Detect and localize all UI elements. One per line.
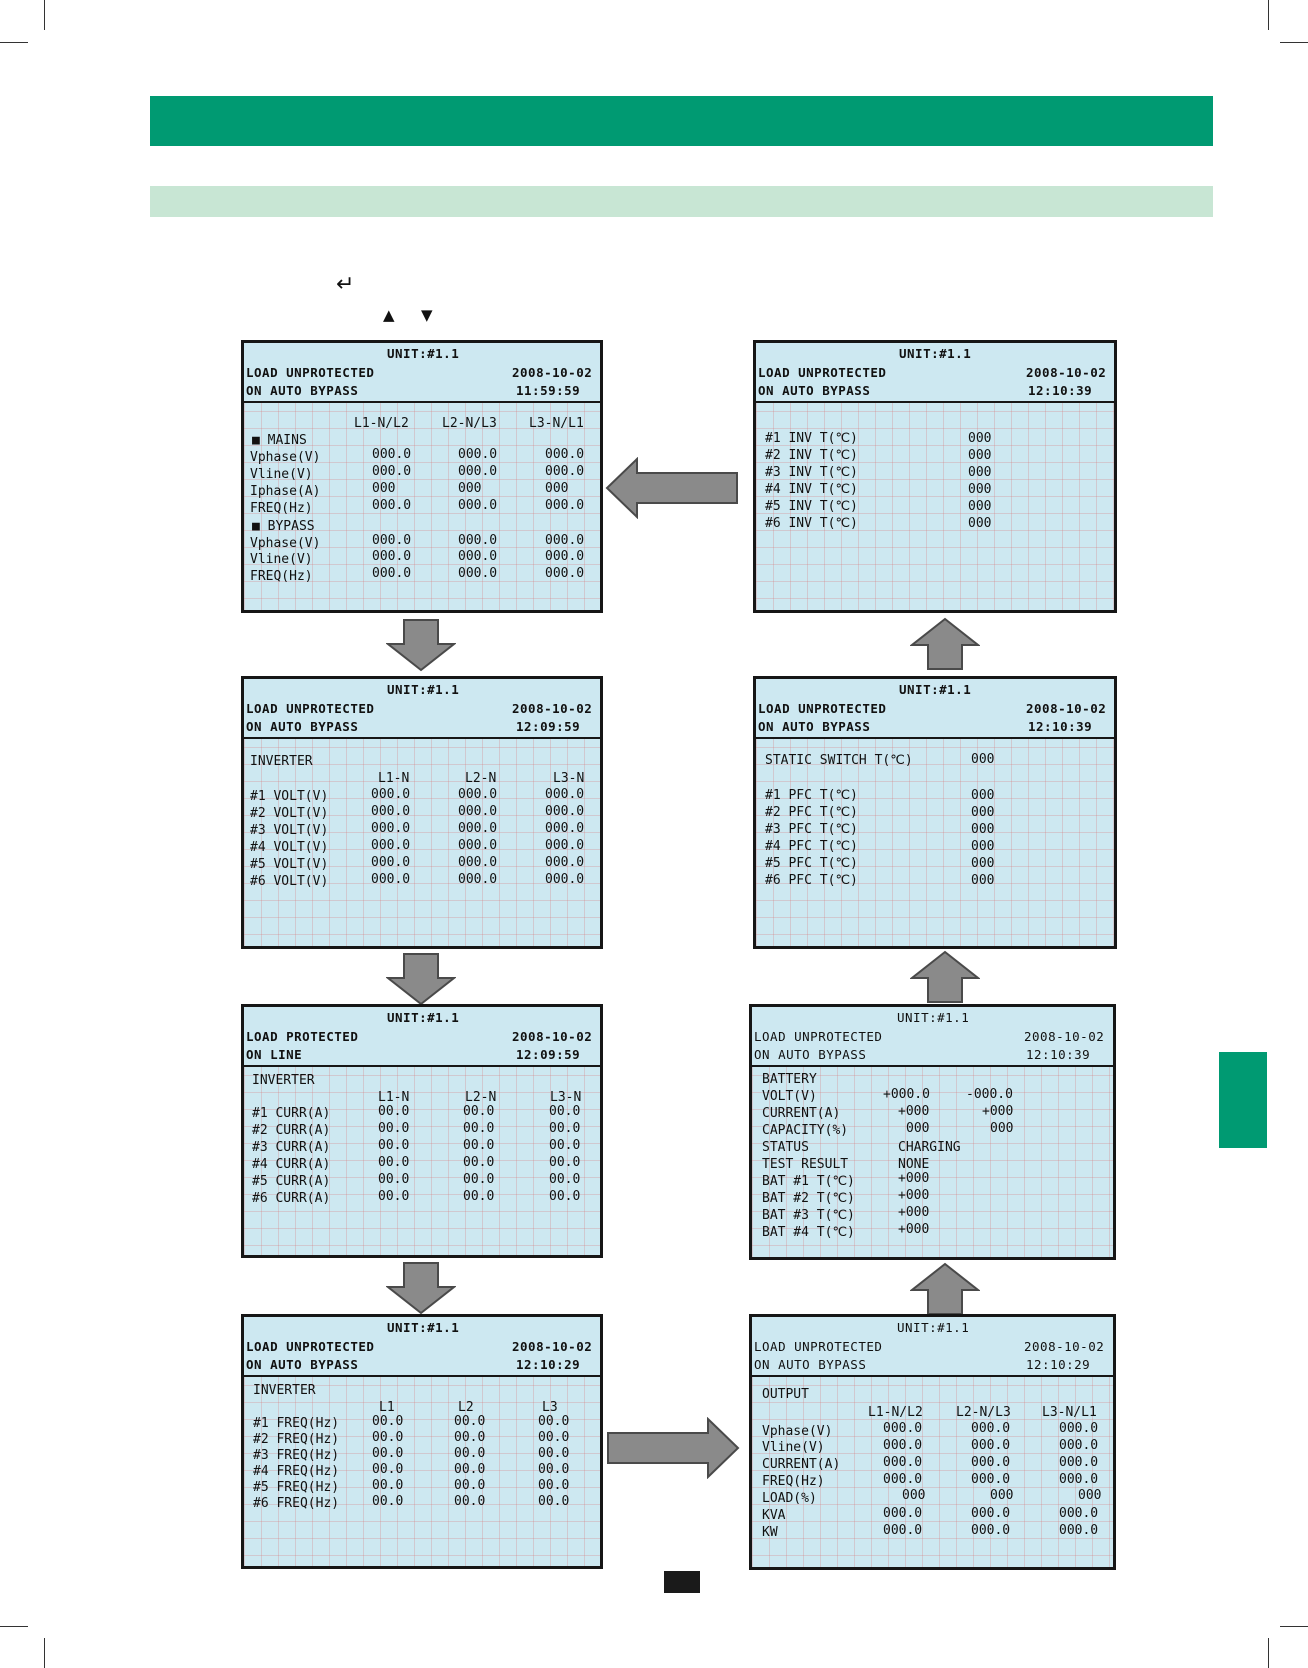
row-label: #4 VOLT(V) xyxy=(250,840,329,855)
value: 00.0 xyxy=(538,1430,570,1445)
value: 000.0 xyxy=(372,549,412,564)
time: 11:59:59 xyxy=(516,383,581,398)
crop-mark xyxy=(1280,1626,1308,1627)
unit-id: UNIT:#1.1 xyxy=(387,1010,460,1025)
column-header: L3-N xyxy=(550,1090,582,1105)
operating-mode: ON AUTO BYPASS xyxy=(758,719,871,734)
date: 2008-10-02 xyxy=(1024,1029,1105,1044)
value: 000.0 xyxy=(458,549,498,564)
row-label: BAT #1 T(℃) xyxy=(762,1174,855,1189)
row-label: BAT #2 T(℃) xyxy=(762,1191,855,1206)
lcd-screen-output xyxy=(749,1314,1116,1570)
row-label: CAPACITY(%) xyxy=(762,1123,849,1138)
arrow-up-icon xyxy=(910,617,980,671)
lcd-screen-inverter-current xyxy=(241,1004,603,1258)
value: 000.0 xyxy=(545,804,585,819)
row-label: STATUS xyxy=(762,1140,809,1155)
value: 00.0 xyxy=(549,1155,581,1170)
date: 2008-10-02 xyxy=(512,1339,593,1354)
value: NONE xyxy=(898,1157,930,1172)
value: +000 xyxy=(898,1171,930,1186)
arrow-right-icon xyxy=(605,1417,740,1479)
value: 00.0 xyxy=(538,1462,570,1477)
value: 000 xyxy=(968,516,992,531)
lcd-screen-inverter-volt xyxy=(241,676,603,949)
value: 000.0 xyxy=(1059,1421,1099,1436)
row-label: #1 VOLT(V) xyxy=(250,789,329,804)
row-label: #3 PFC T(℃) xyxy=(765,822,858,837)
row-label: KW xyxy=(762,1525,778,1540)
value: 000 xyxy=(902,1488,926,1503)
column-header: L1-N xyxy=(378,771,410,786)
value: 00.0 xyxy=(463,1138,495,1153)
value: 00.0 xyxy=(372,1414,404,1429)
time: 12:10:39 xyxy=(1026,1047,1091,1062)
value: 00.0 xyxy=(454,1446,486,1461)
lcd-screen-inverter-temp xyxy=(753,340,1117,613)
value: 000.0 xyxy=(458,498,498,513)
row-label: Vline(V) xyxy=(250,552,313,567)
value: 00.0 xyxy=(463,1121,495,1136)
row-label: FREQ(Hz) xyxy=(762,1474,825,1489)
row-label: #1 FREQ(Hz) xyxy=(253,1416,340,1431)
lcd-screen-pfc-temp xyxy=(753,676,1117,949)
row-label: #6 FREQ(Hz) xyxy=(253,1496,340,1511)
value: 000 xyxy=(971,788,995,803)
subsection-header-bar xyxy=(150,186,1213,217)
value: +000 xyxy=(898,1205,930,1220)
screen-title: INVERTER xyxy=(252,1073,315,1088)
column-header: L2 xyxy=(458,1400,474,1415)
column-header: L2-N/L3 xyxy=(442,416,497,431)
value: 00.0 xyxy=(378,1172,410,1187)
value: 00.0 xyxy=(538,1446,570,1461)
value: 00.0 xyxy=(454,1414,486,1429)
value: 000.0 xyxy=(458,464,498,479)
operating-mode: ON AUTO BYPASS xyxy=(754,1047,867,1062)
operating-mode: ON AUTO BYPASS xyxy=(754,1357,867,1372)
row-label: #1 INV T(℃) xyxy=(765,431,858,446)
value: 000.0 xyxy=(371,872,411,887)
row-label: #1 PFC T(℃) xyxy=(765,788,858,803)
operating-mode: ON AUTO BYPASS xyxy=(246,719,359,734)
crop-mark xyxy=(44,0,45,30)
value: 000.0 xyxy=(545,872,585,887)
row-label: TEST RESULT xyxy=(762,1157,849,1172)
row-label: VOLT(V) xyxy=(762,1089,817,1104)
bypass-section-label: ■ BYPASS xyxy=(252,519,315,534)
row-label: #4 FREQ(Hz) xyxy=(253,1464,340,1479)
value: 000 xyxy=(990,1488,1014,1503)
value: 00.0 xyxy=(538,1478,570,1493)
value: 000.0 xyxy=(458,821,498,836)
row-label: #4 PFC T(℃) xyxy=(765,839,858,854)
value: 000 xyxy=(968,499,992,514)
column-header: L1 xyxy=(379,1400,395,1415)
value: 000.0 xyxy=(545,821,585,836)
column-header: L3-N/L1 xyxy=(1042,1405,1097,1420)
value: 00.0 xyxy=(378,1121,410,1136)
load-status: LOAD UNPROTECTED xyxy=(758,365,887,380)
value: 000.0 xyxy=(371,838,411,853)
value: 000.0 xyxy=(545,498,585,513)
row-label: #2 PFC T(℃) xyxy=(765,805,858,820)
enter-key-icon: ↵ xyxy=(336,272,355,297)
section-header-bar xyxy=(150,96,1213,146)
value: 000.0 xyxy=(545,549,585,564)
value: 000.0 xyxy=(371,804,411,819)
value: 000.0 xyxy=(458,533,498,548)
value: 000.0 xyxy=(883,1523,923,1538)
value: 000 xyxy=(906,1121,930,1136)
value: 000 xyxy=(968,482,992,497)
column-header: L1-N xyxy=(378,1090,410,1105)
row-label: FREQ(Hz) xyxy=(250,501,313,516)
value: 000.0 xyxy=(458,787,498,802)
unit-id: UNIT:#1.1 xyxy=(899,682,972,697)
value: 000.0 xyxy=(545,464,585,479)
screen-title: BATTERY xyxy=(762,1072,817,1087)
value: 000.0 xyxy=(971,1472,1011,1487)
down-arrow-icon: ▼ xyxy=(421,306,433,324)
row-label: #1 CURR(A) xyxy=(252,1106,331,1121)
row-label: KVA xyxy=(762,1508,786,1523)
value: 000.0 xyxy=(372,533,412,548)
value: 000.0 xyxy=(372,464,412,479)
operating-mode: ON LINE xyxy=(246,1047,303,1062)
crop-mark xyxy=(1268,1638,1269,1668)
arrow-down-icon xyxy=(386,952,456,1006)
column-header: L3-N/L1 xyxy=(529,416,584,431)
value: 000.0 xyxy=(1059,1506,1099,1521)
load-status: LOAD PROTECTED xyxy=(246,1029,359,1044)
row-label: FREQ(Hz) xyxy=(250,569,313,584)
load-status: LOAD UNPROTECTED xyxy=(246,701,375,716)
lcd-screen-mains xyxy=(241,340,603,613)
value: 00.0 xyxy=(372,1446,404,1461)
load-status: LOAD UNPROTECTED xyxy=(754,1339,883,1354)
value: 000.0 xyxy=(971,1506,1011,1521)
mains-section-label: ■ MAINS xyxy=(252,433,307,448)
unit-id: UNIT:#1.1 xyxy=(899,346,972,361)
value: 000.0 xyxy=(545,855,585,870)
value: 000.0 xyxy=(971,1438,1011,1453)
row-label: BAT #4 T(℃) xyxy=(762,1225,855,1240)
unit-id: UNIT:#1.1 xyxy=(387,682,460,697)
value: 000.0 xyxy=(372,447,412,462)
date: 2008-10-02 xyxy=(512,365,593,380)
date: 2008-10-02 xyxy=(1026,365,1107,380)
row-label: #2 FREQ(Hz) xyxy=(253,1432,340,1447)
value: 000.0 xyxy=(883,1472,923,1487)
operating-mode: ON AUTO BYPASS xyxy=(246,383,359,398)
unit-id: UNIT:#1.1 xyxy=(387,1320,460,1335)
value: 000 xyxy=(990,1121,1014,1136)
unit-id: UNIT:#1.1 xyxy=(387,346,460,361)
row-label: #3 INV T(℃) xyxy=(765,465,858,480)
value: 000.0 xyxy=(371,787,411,802)
value: 000.0 xyxy=(372,566,412,581)
screen-title: INVERTER xyxy=(250,754,313,769)
page-number-block xyxy=(664,1571,700,1593)
row-label: #3 VOLT(V) xyxy=(250,823,329,838)
value: 00.0 xyxy=(463,1172,495,1187)
value: 000.0 xyxy=(458,566,498,581)
value: 00.0 xyxy=(378,1104,410,1119)
row-label: #5 CURR(A) xyxy=(252,1174,331,1189)
row-label: #2 VOLT(V) xyxy=(250,806,329,821)
row-label: #4 CURR(A) xyxy=(252,1157,331,1172)
value: 000.0 xyxy=(971,1523,1011,1538)
value: 00.0 xyxy=(549,1172,581,1187)
column-header: L2-N xyxy=(465,771,497,786)
row-label: BAT #3 T(℃) xyxy=(762,1208,855,1223)
load-status: LOAD UNPROTECTED xyxy=(754,1029,883,1044)
value: 000 xyxy=(1078,1488,1102,1503)
row-label: #3 FREQ(Hz) xyxy=(253,1448,340,1463)
value: 000 xyxy=(968,431,992,446)
screen-title: OUTPUT xyxy=(762,1387,809,1402)
value: 00.0 xyxy=(549,1138,581,1153)
up-arrow-icon: ▲ xyxy=(383,306,395,324)
arrow-up-icon xyxy=(910,1262,980,1316)
value: 000 xyxy=(971,856,995,871)
value: 000.0 xyxy=(371,821,411,836)
value: 000.0 xyxy=(372,498,412,513)
value: 000.0 xyxy=(971,1455,1011,1470)
row-label: #6 VOLT(V) xyxy=(250,874,329,889)
crop-mark xyxy=(1280,42,1308,43)
crop-mark xyxy=(0,1626,28,1627)
value: 00.0 xyxy=(454,1478,486,1493)
value: 00.0 xyxy=(378,1138,410,1153)
value: 000.0 xyxy=(1059,1438,1099,1453)
value: 000.0 xyxy=(883,1506,923,1521)
value: 000 xyxy=(971,805,995,820)
value: 000 xyxy=(458,481,482,496)
date: 2008-10-02 xyxy=(512,1029,593,1044)
column-header: L3-N xyxy=(553,771,585,786)
value: 00.0 xyxy=(454,1494,486,1509)
column-header: L1-N/L2 xyxy=(354,416,409,431)
time: 12:09:59 xyxy=(516,1047,581,1062)
screen-title: INVERTER xyxy=(253,1383,316,1398)
value: +000 xyxy=(898,1188,930,1203)
value: CHARGING xyxy=(898,1140,961,1155)
value: 00.0 xyxy=(372,1478,404,1493)
value: 000.0 xyxy=(458,838,498,853)
value: +000 xyxy=(898,1104,930,1119)
value: 000.0 xyxy=(458,447,498,462)
row-label: LOAD(%) xyxy=(762,1491,817,1506)
time: 12:10:29 xyxy=(516,1357,581,1372)
crop-mark xyxy=(0,42,28,43)
row-label: Vphase(V) xyxy=(250,450,321,465)
value: 000 xyxy=(372,481,396,496)
lcd-screen-inverter-freq xyxy=(241,1314,603,1569)
value: 000 xyxy=(971,873,995,888)
value: 000.0 xyxy=(545,447,585,462)
value: 000.0 xyxy=(458,855,498,870)
arrow-down-icon xyxy=(386,1261,456,1315)
row-label: #6 INV T(℃) xyxy=(765,516,858,531)
value: +000 xyxy=(982,1104,1014,1119)
load-status: LOAD UNPROTECTED xyxy=(758,701,887,716)
value: -000.0 xyxy=(966,1087,1013,1102)
load-status: LOAD UNPROTECTED xyxy=(246,365,375,380)
unit-id: UNIT:#1.1 xyxy=(897,1010,970,1025)
value: 000 xyxy=(968,448,992,463)
row-label: Iphase(A) xyxy=(250,484,321,499)
value: 00.0 xyxy=(463,1155,495,1170)
row-label: #2 CURR(A) xyxy=(252,1123,331,1138)
time: 12:10:29 xyxy=(1026,1357,1091,1372)
unit-id: UNIT:#1.1 xyxy=(897,1320,970,1335)
column-header: L1-N/L2 xyxy=(868,1405,923,1420)
value: 00.0 xyxy=(454,1462,486,1477)
row-label: #5 FREQ(Hz) xyxy=(253,1480,340,1495)
row-label: #5 PFC T(℃) xyxy=(765,856,858,871)
date: 2008-10-02 xyxy=(512,701,593,716)
value: 00.0 xyxy=(454,1430,486,1445)
value: 000 xyxy=(545,481,569,496)
value: 00.0 xyxy=(378,1155,410,1170)
column-header: L2-N xyxy=(465,1090,497,1105)
row-label: #5 INV T(℃) xyxy=(765,499,858,514)
date: 2008-10-02 xyxy=(1026,701,1107,716)
row-label: #4 INV T(℃) xyxy=(765,482,858,497)
value: 00.0 xyxy=(372,1494,404,1509)
row-label: Vphase(V) xyxy=(762,1424,833,1439)
value: 000 xyxy=(968,465,992,480)
lcd-screen-battery xyxy=(749,1004,1116,1260)
crop-mark xyxy=(44,1638,45,1668)
date: 2008-10-02 xyxy=(1024,1339,1105,1354)
value: +000 xyxy=(898,1222,930,1237)
value: 000.0 xyxy=(883,1438,923,1453)
row-label: #6 PFC T(℃) xyxy=(765,873,858,888)
row-label: #6 CURR(A) xyxy=(252,1191,331,1206)
value: 00.0 xyxy=(372,1430,404,1445)
value: 000.0 xyxy=(1059,1455,1099,1470)
value: 00.0 xyxy=(549,1104,581,1119)
value: 000.0 xyxy=(371,855,411,870)
value: 000.0 xyxy=(883,1455,923,1470)
arrow-down-icon xyxy=(386,618,456,672)
value: 00.0 xyxy=(549,1189,581,1204)
row-label: CURRENT(A) xyxy=(762,1457,841,1472)
value: 000.0 xyxy=(1059,1523,1099,1538)
arrow-up-icon xyxy=(910,950,980,1004)
value: 000.0 xyxy=(971,1421,1011,1436)
static-switch-value: 000 xyxy=(971,752,995,767)
value: 000.0 xyxy=(458,804,498,819)
value: 000.0 xyxy=(545,566,585,581)
operating-mode: ON AUTO BYPASS xyxy=(246,1357,359,1372)
value: 000.0 xyxy=(458,872,498,887)
time: 12:09:59 xyxy=(516,719,581,734)
row-label: #2 INV T(℃) xyxy=(765,448,858,463)
value: +000.0 xyxy=(883,1087,930,1102)
value: 00.0 xyxy=(463,1104,495,1119)
value: 00.0 xyxy=(378,1189,410,1204)
arrow-left-icon xyxy=(605,457,740,519)
value: 000.0 xyxy=(883,1421,923,1436)
time: 12:10:39 xyxy=(1028,719,1093,734)
value: 000 xyxy=(971,839,995,854)
time: 12:10:39 xyxy=(1028,383,1093,398)
row-label: Vphase(V) xyxy=(250,536,321,551)
value: 00.0 xyxy=(538,1414,570,1429)
value: 000 xyxy=(971,822,995,837)
row-label: Vline(V) xyxy=(250,467,313,482)
column-header: L3 xyxy=(542,1400,558,1415)
value: 000.0 xyxy=(545,533,585,548)
column-header: L2-N/L3 xyxy=(956,1405,1011,1420)
value: 00.0 xyxy=(538,1494,570,1509)
value: 00.0 xyxy=(463,1189,495,1204)
value: 000.0 xyxy=(1059,1472,1099,1487)
operating-mode: ON AUTO BYPASS xyxy=(758,383,871,398)
chapter-tab xyxy=(1219,1052,1267,1148)
crop-mark xyxy=(1268,0,1269,30)
load-status: LOAD UNPROTECTED xyxy=(246,1339,375,1354)
value: 000.0 xyxy=(545,787,585,802)
row-label: CURRENT(A) xyxy=(762,1106,841,1121)
value: 000.0 xyxy=(545,838,585,853)
row-label: #5 VOLT(V) xyxy=(250,857,329,872)
value: 00.0 xyxy=(549,1121,581,1136)
row-label: Vline(V) xyxy=(762,1440,825,1455)
row-label: #3 CURR(A) xyxy=(252,1140,331,1155)
static-switch-label: STATIC SWITCH T(℃) xyxy=(765,753,913,768)
value: 00.0 xyxy=(372,1462,404,1477)
